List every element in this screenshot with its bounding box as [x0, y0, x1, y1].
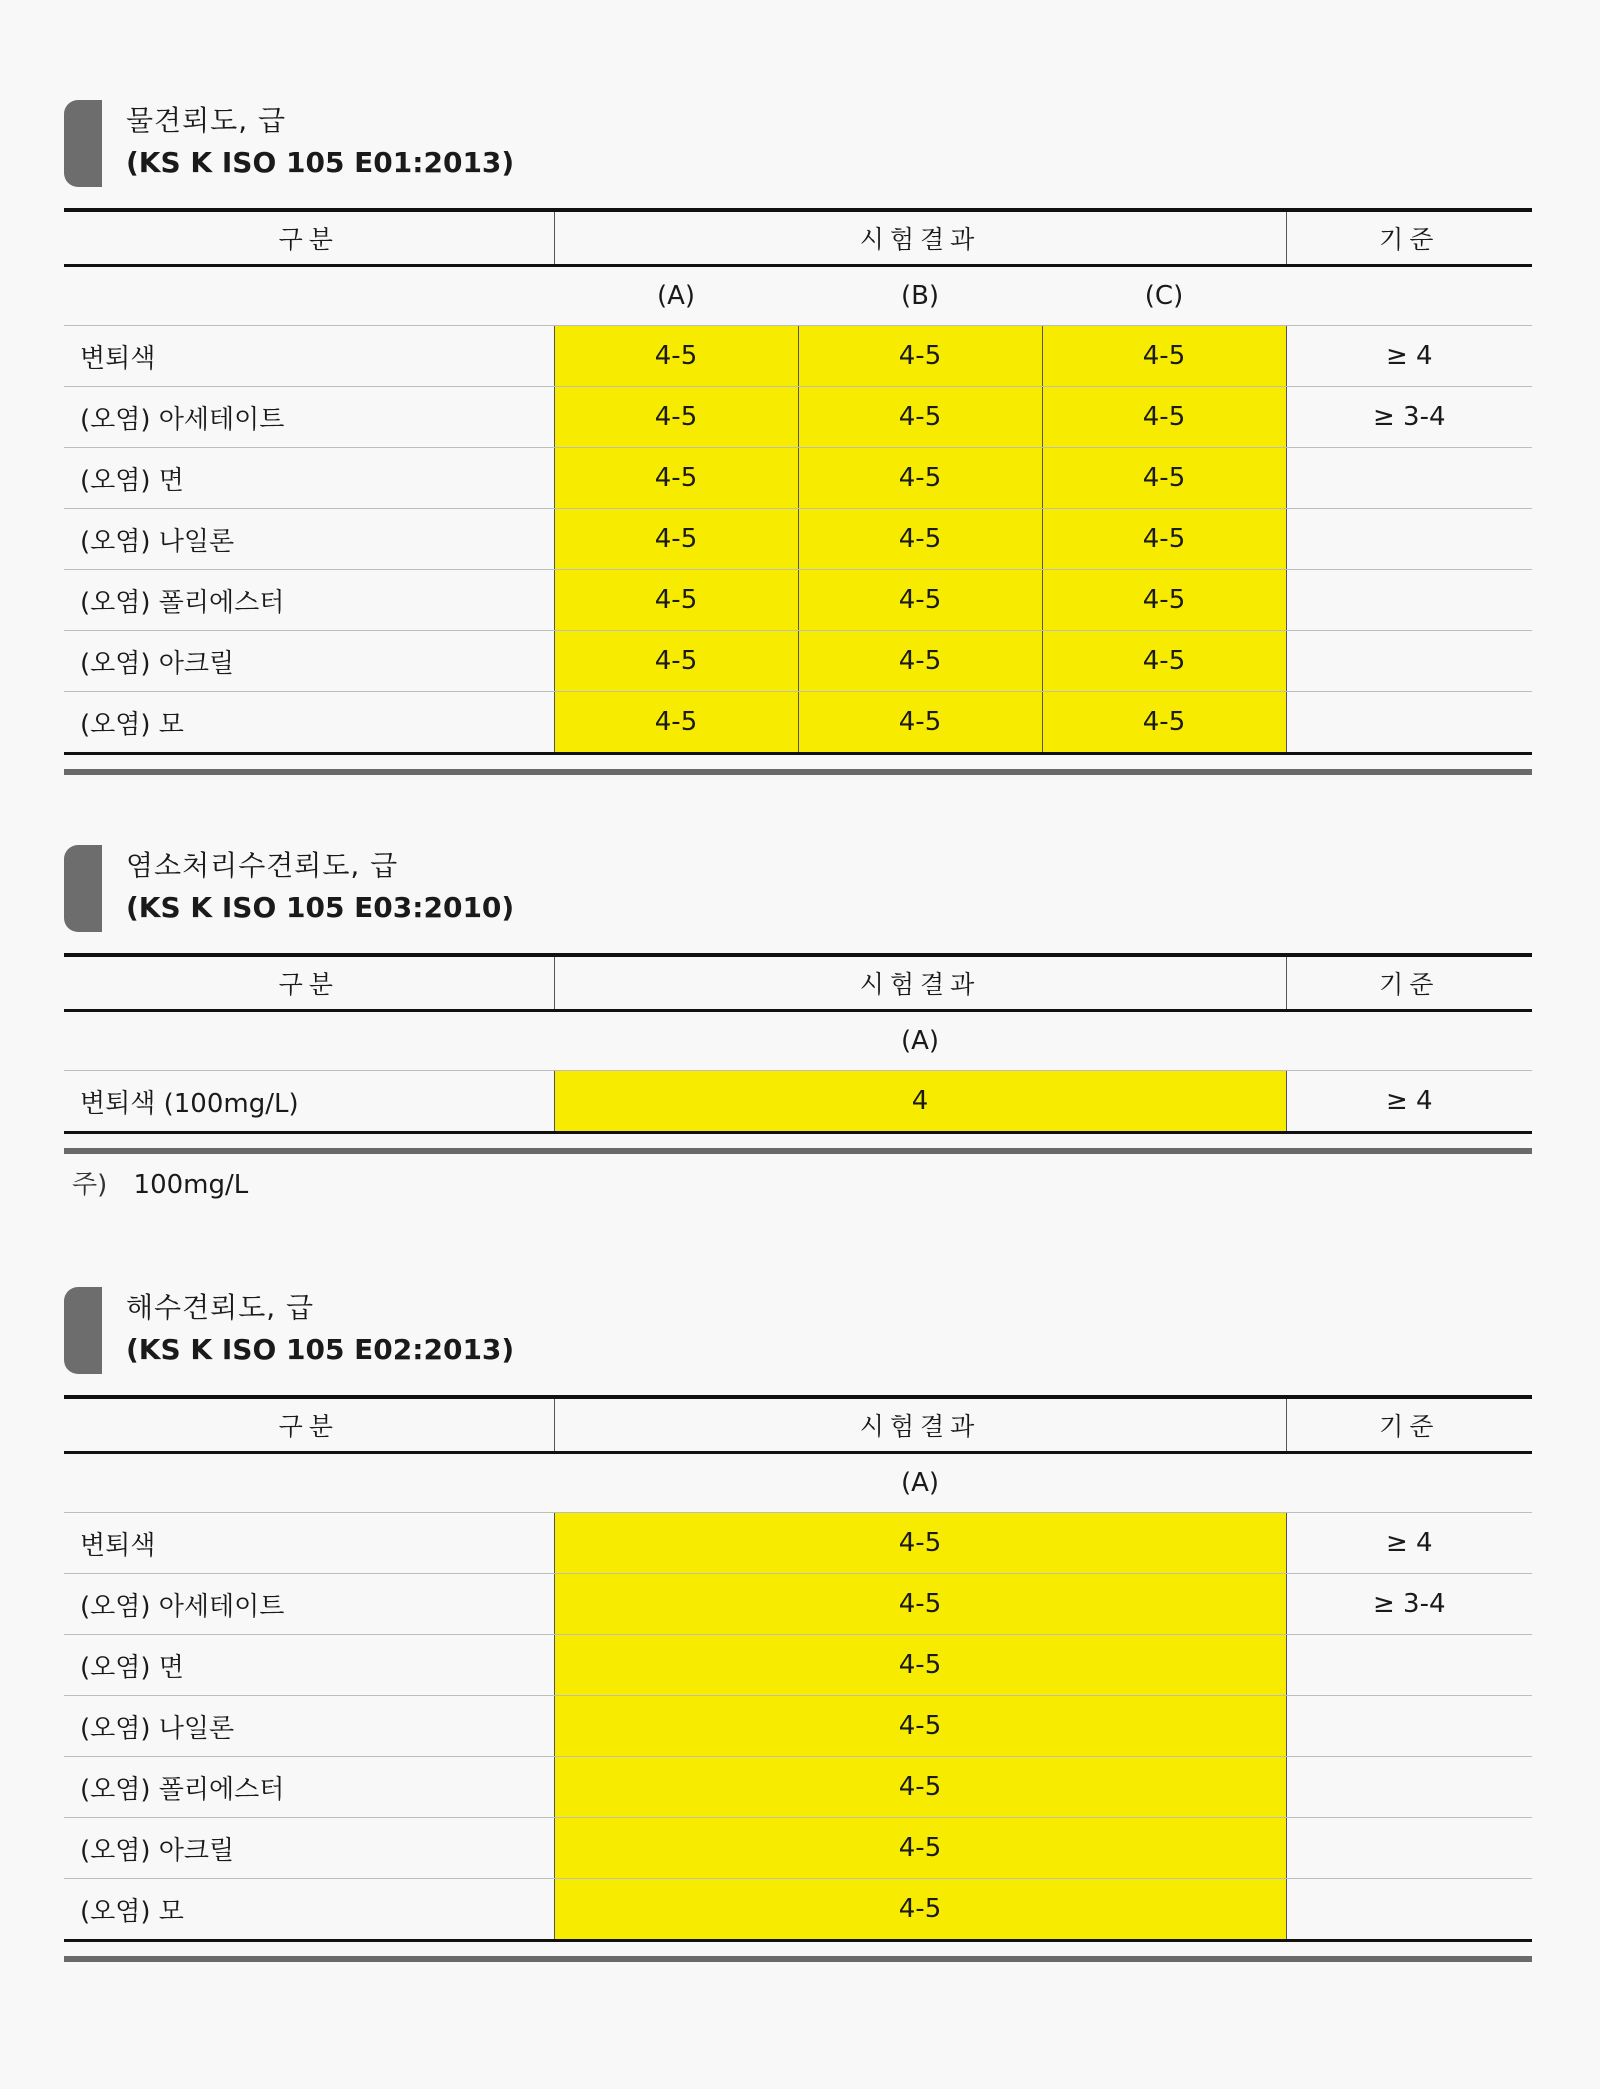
header-result: 시험결과	[554, 1397, 1286, 1453]
header-category: 구분	[64, 955, 554, 1011]
result-cell: 4-5	[554, 1818, 1286, 1879]
result-cell: 4-5	[554, 570, 798, 631]
row-label: 변퇴색	[64, 326, 554, 387]
result-cell: 4	[554, 1071, 1286, 1133]
table-subheader-row	[64, 1453, 1532, 1513]
criterion-cell	[1286, 1818, 1532, 1879]
table-row	[64, 631, 1532, 692]
criterion-cell	[1286, 1635, 1532, 1696]
result-cell: 4-5	[1042, 326, 1286, 387]
row-label: (오염) 면	[64, 1635, 554, 1696]
section-standard: (KS K ISO 105 E02:2013)	[126, 1333, 515, 1366]
table-header-row	[64, 1397, 1532, 1453]
table-row	[64, 1574, 1532, 1635]
section-title	[126, 100, 514, 184]
header-result: 시험결과	[554, 210, 1286, 266]
section-marker	[64, 1287, 102, 1374]
table-row	[64, 570, 1532, 631]
row-label: (오염) 모	[64, 692, 554, 754]
table-row	[64, 1818, 1532, 1879]
table-subheader-row	[64, 266, 1532, 326]
criterion-cell	[1286, 692, 1532, 754]
header-criterion: 기준	[1286, 210, 1532, 266]
header-criterion: 기준	[1286, 955, 1532, 1011]
result-cell: 4-5	[1042, 631, 1286, 692]
criterion-cell: ≥ 4	[1286, 1513, 1532, 1574]
section-marker	[64, 845, 102, 932]
section-water-fastness	[64, 100, 1532, 775]
table-subheader-row	[64, 1011, 1532, 1071]
result-cell: 4-5	[554, 1635, 1286, 1696]
result-cell: 4-5	[554, 1879, 1286, 1941]
header-category: 구분	[64, 210, 554, 266]
section-seawater-fastness	[64, 1287, 1532, 1962]
section-title	[126, 845, 514, 929]
criterion-cell	[1286, 448, 1532, 509]
header-criterion: 기준	[1286, 1397, 1532, 1453]
result-cell: 4-5	[798, 692, 1042, 754]
criterion-cell	[1286, 509, 1532, 570]
table-header-row	[64, 210, 1532, 266]
table-header-row	[64, 955, 1532, 1011]
section-marker	[64, 100, 102, 187]
section-title-text: 염소처리수견뢰도, 급	[126, 849, 399, 882]
result-cell: 4-5	[1042, 387, 1286, 448]
footnote	[64, 1164, 1532, 1201]
result-cell: 4-5	[554, 387, 798, 448]
header-category: 구분	[64, 1397, 554, 1453]
result-cell: 4-5	[798, 509, 1042, 570]
row-label: 변퇴색 (100mg/L)	[64, 1071, 554, 1133]
subheader-a: (A)	[554, 1011, 1286, 1071]
result-cell: 4-5	[798, 387, 1042, 448]
section-standard: (KS K ISO 105 E03:2010)	[126, 891, 515, 924]
table-row	[64, 1071, 1532, 1133]
table-row	[64, 448, 1532, 509]
section-divider	[64, 769, 1532, 775]
row-label: (오염) 나일론	[64, 1696, 554, 1757]
table-row	[64, 1696, 1532, 1757]
result-cell: 4-5	[554, 692, 798, 754]
result-cell: 4-5	[554, 509, 798, 570]
section-title-text: 물견뢰도, 급	[126, 104, 287, 137]
row-label: (오염) 아크릴	[64, 1818, 554, 1879]
result-cell: 4-5	[554, 1513, 1286, 1574]
table-row	[64, 1879, 1532, 1941]
result-cell: 4-5	[1042, 692, 1286, 754]
section-header	[64, 100, 1532, 190]
section-header	[64, 1287, 1532, 1377]
row-label: (오염) 폴리에스터	[64, 1757, 554, 1818]
row-label: (오염) 아세테이트	[64, 1574, 554, 1635]
footnote-text: 100mg/L	[133, 1170, 249, 1200]
result-cell: 4-5	[554, 1757, 1286, 1818]
result-cell: 4-5	[1042, 570, 1286, 631]
results-table	[64, 1395, 1532, 1942]
footnote-prefix: 주)	[72, 1170, 108, 1200]
result-cell: 4-5	[1042, 509, 1286, 570]
row-label: (오염) 아세테이트	[64, 387, 554, 448]
result-cell: 4-5	[798, 326, 1042, 387]
results-table	[64, 208, 1532, 755]
result-cell: 4-5	[798, 448, 1042, 509]
row-label: (오염) 아크릴	[64, 631, 554, 692]
result-cell: 4-5	[798, 570, 1042, 631]
section-title	[126, 1287, 514, 1371]
table-row	[64, 1757, 1532, 1818]
section-header	[64, 845, 1532, 935]
criterion-cell: ≥ 4	[1286, 1071, 1532, 1133]
row-label: (오염) 나일론	[64, 509, 554, 570]
row-label: (오염) 모	[64, 1879, 554, 1941]
table-row	[64, 1513, 1532, 1574]
criterion-cell: ≥ 3-4	[1286, 1574, 1532, 1635]
criterion-cell: ≥ 3-4	[1286, 387, 1532, 448]
section-divider	[64, 1956, 1532, 1962]
section-standard: (KS K ISO 105 E01:2013)	[126, 146, 515, 179]
table-row	[64, 326, 1532, 387]
section-chlorinated-water-fastness	[64, 845, 1532, 1201]
row-label: (오염) 폴리에스터	[64, 570, 554, 631]
result-cell: 4-5	[554, 1574, 1286, 1635]
table-row	[64, 692, 1532, 754]
result-cell: 4-5	[798, 631, 1042, 692]
table-row	[64, 387, 1532, 448]
results-table	[64, 953, 1532, 1134]
section-divider	[64, 1148, 1532, 1154]
criterion-cell	[1286, 570, 1532, 631]
criterion-cell	[1286, 631, 1532, 692]
table-row	[64, 1635, 1532, 1696]
subheader-a: (A)	[554, 266, 798, 326]
result-cell: 4-5	[554, 631, 798, 692]
section-title-text: 해수견뢰도, 급	[126, 1291, 315, 1324]
criterion-cell	[1286, 1757, 1532, 1818]
result-cell: 4-5	[554, 1696, 1286, 1757]
result-cell: 4-5	[554, 448, 798, 509]
subheader-c: (C)	[1042, 266, 1286, 326]
table-row	[64, 509, 1532, 570]
subheader-b: (B)	[798, 266, 1042, 326]
row-label: (오염) 면	[64, 448, 554, 509]
header-result: 시험결과	[554, 955, 1286, 1011]
result-cell: 4-5	[554, 326, 798, 387]
row-label: 변퇴색	[64, 1513, 554, 1574]
criterion-cell	[1286, 1696, 1532, 1757]
criterion-cell	[1286, 1879, 1532, 1941]
result-cell: 4-5	[1042, 448, 1286, 509]
criterion-cell: ≥ 4	[1286, 326, 1532, 387]
subheader-a: (A)	[554, 1453, 1286, 1513]
